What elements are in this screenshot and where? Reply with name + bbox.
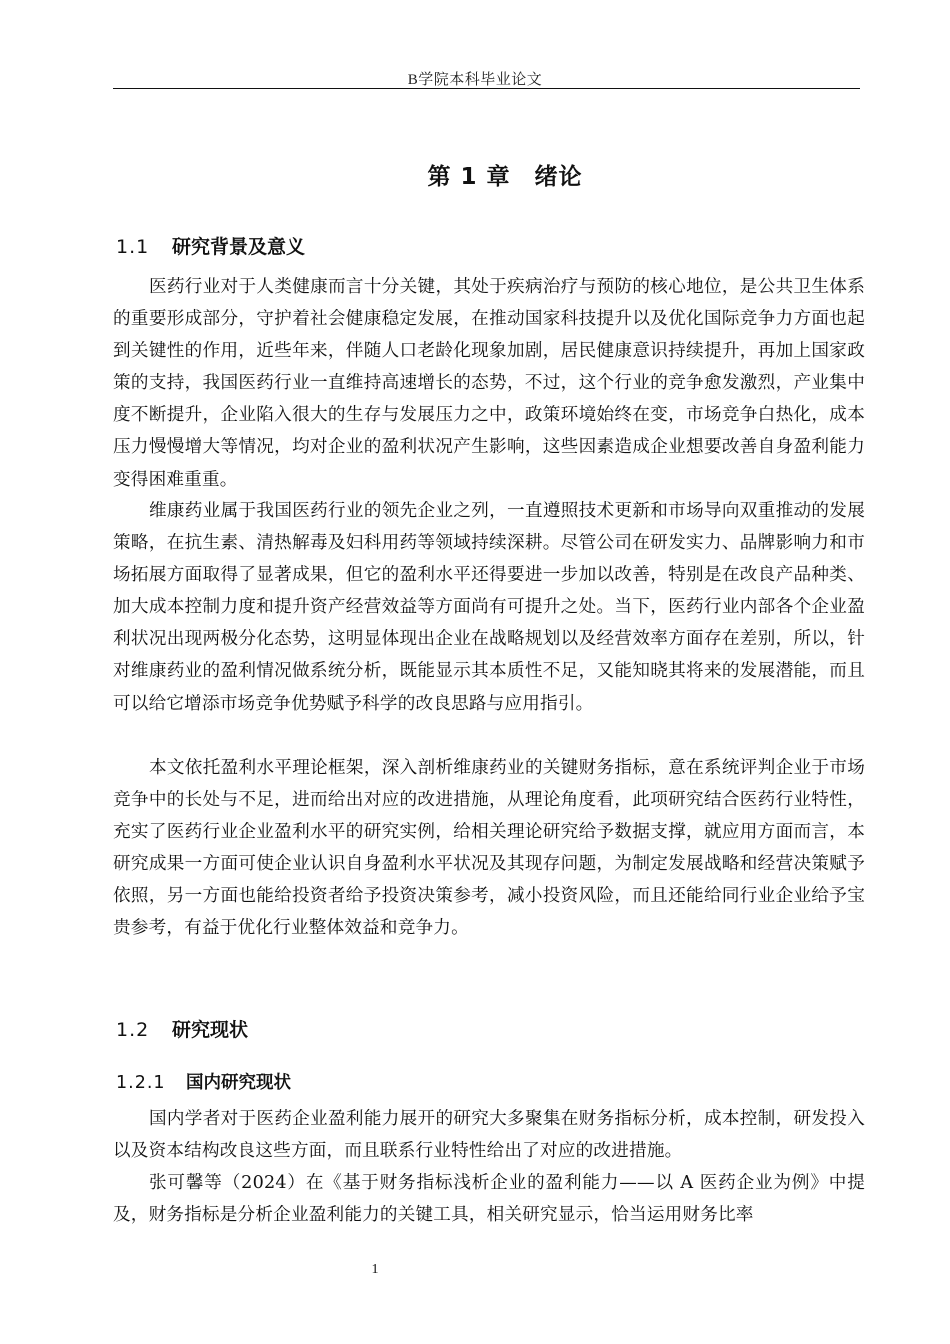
paragraph: 张可馨等（2024）在《基于财务指标浅析企业的盈利能力——以 A 医药企业为例》中提及，财务指标是分析企业盈利能力的关键工具，相关研究显示，恰当运用财务比率 [113,1173,865,1226]
chapter-number: 第 1 章 [427,164,511,190]
paragraph: 本文依托盈利水平理论框架，深入剖析维康药业的关键财务指标，意在系统评判企业于市场竞争中的长处与不足，进而给出对应的改进措施，从理论角度看，此项研究结合医药行业特性，充实了医药行业企业盈利水平的研究实例，给相关理论研究给予数据支撑，就应用方面而言，本研究成果一方面可使企业认识自身盈利水平状况及其现存问题，为制定发展战略和经营决策赋予依照，另一方面也能给投资者给予投资决策参考，减小投资风险，而且还能给同行业企业给予宝贵参考，有益于优化行业整体效益和竞争力。 [113,758,865,939]
subsection-number: 1.2.1 [116,1073,166,1093]
section-heading-1-2 [116,1015,248,1042]
chapter-heading [0,158,950,191]
section-number: 1.1 [116,236,150,258]
subsection-heading-1-2-1 [116,1069,291,1094]
header-rule [113,88,860,89]
paragraph: 国内学者对于医药企业盈利能力展开的研究大多聚集在财务指标分析，成本控制，研发投入以及资本结构改良这些方面，而且联系行业特性给出了对应的改进措施。 [113,1109,865,1162]
subsection-title: 国内研究现状 [186,1073,291,1093]
page-number: 1 [371,1262,379,1277]
paragraph: 医药行业对于人类健康而言十分关键，其处于疾病治疗与预防的核心地位，是公共卫生体系的重要形成部分，守护着社会健康稳定发展，在推动国家科技提升以及优化国际竞争力方面也起到关键性的作用，近些年来，伴随人口老龄化现象加剧，居民健康意识持续提升，再加上国家政策的支持，我国医药行业一直维持高速增长的态势，不过，这个行业的竞争愈发激烈，产业集中度不断提升，企业陷入很大的生存与发展压力之中，政策环境始终在变，市场竞争白热化，成本压力慢慢增大等情况，均对企业的盈利状况产生影响，这些因素造成企业想要改善自身盈利能力变得困难重重。 [113,277,865,490]
running-header: B学院本科毕业论文 [407,72,543,88]
section-heading-1-1 [116,232,305,259]
section-title: 研究背景及意义 [172,236,306,258]
section-title: 研究现状 [172,1019,249,1041]
paragraph: 维康药业属于我国医药行业的领先企业之列，一直遵照技术更新和市场导向双重推动的发展策略，在抗生素、清热解毒及妇科用药等领域持续深耕。尽管公司在研发实力、品牌影响力和市场拓展方面取得了显著成果，但它的盈利水平还得要进一步加以改善，特别是在改良产品种类、加大成本控制力度和提升资产经营效益等方面尚有可提升之处。当下，医药行业内部各个企业盈利状况出现两极分化态势，这明显体现出企业在战略规划以及经营效率方面存在差别，所以，针对维康药业的盈利情况做系统分析，既能显示其本质性不足，又能知晓其将来的发展潜能，而且可以给它增添市场竞争优势赋予科学的改良思路与应用指引。 [113,501,865,714]
section-number: 1.2 [116,1019,150,1041]
chapter-title: 绪论 [534,164,583,190]
